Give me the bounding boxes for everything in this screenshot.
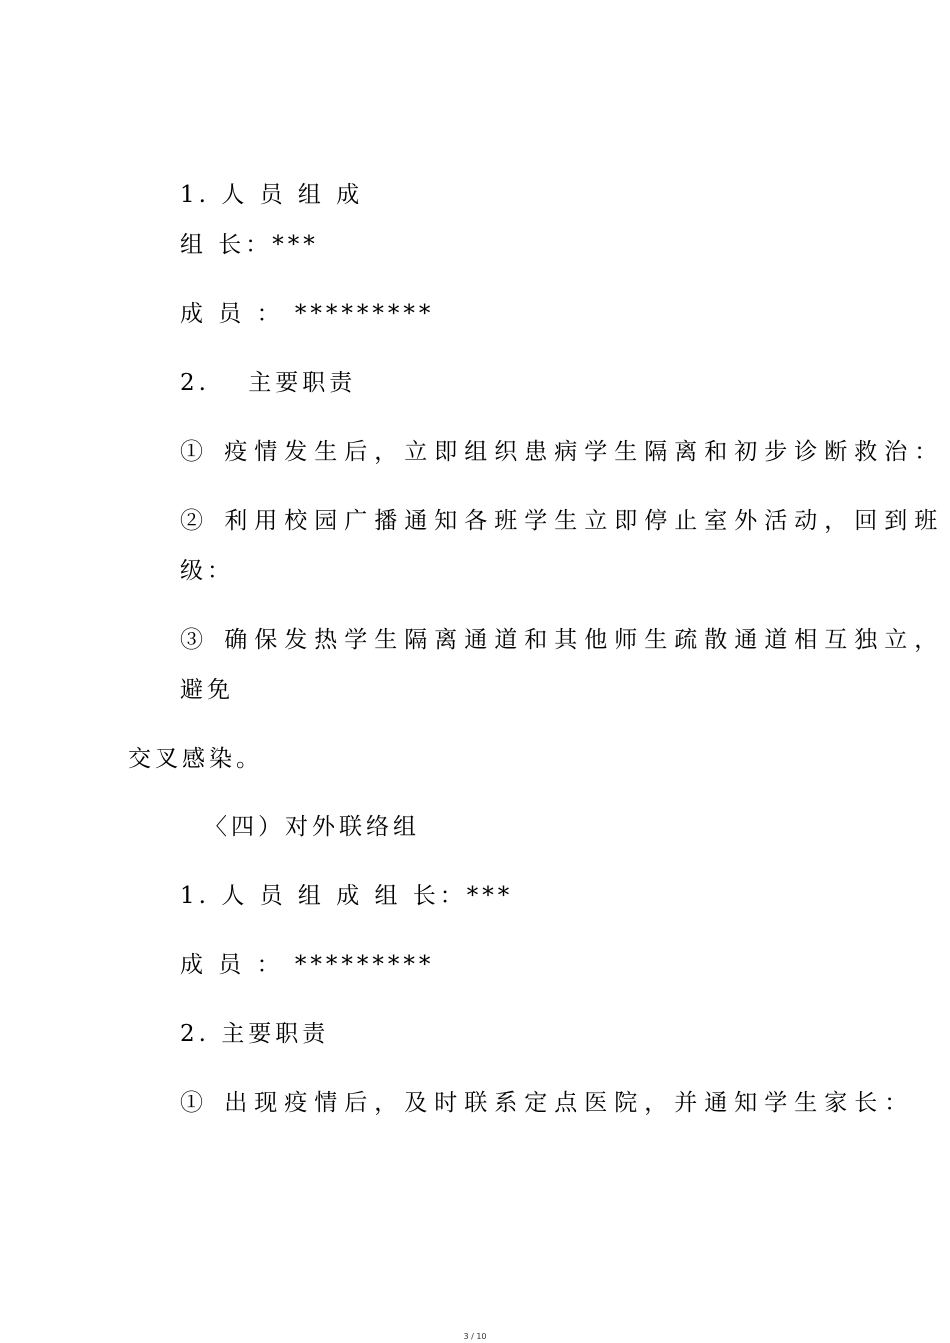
members-line: 成 员 ： ********* (180, 301, 435, 327)
duty-item-1: ① 疫情发生后，立即组织患病学生隔离和初步诊断救治： (180, 439, 945, 465)
section-item-staffing: 1. 人 员 组 成 (180, 182, 364, 208)
duty-item-3-ending: 交叉感染。 (128, 746, 263, 772)
section-item-duties: 2. 主要职责 (180, 370, 357, 396)
liaison-staffing-line: 1. 人 员 组 成 组 长：*** (180, 883, 514, 909)
duty-item-2-continued: 级： (180, 558, 234, 584)
page-number: 3 / 10 (463, 1332, 487, 1341)
duty-item-3-continued: 避免 (180, 677, 234, 703)
liaison-duties-heading: 2. 主要职责 (180, 1021, 330, 1047)
duty-item-2: ② 利用校园广播通知各班学生立即停止室外活动，回到班 (180, 508, 945, 534)
duty-item-3: ③ 确保发热学生隔离通道和其他师生疏散通道相互独立， (180, 627, 945, 653)
group-leader-line: 组 长：*** (180, 232, 319, 258)
section-heading-liaison-group: 〈四）对外联络组 (204, 814, 420, 840)
liaison-duty-item-1: ① 出现疫情后，及时联系定点医院，并通知学生家长： (180, 1090, 915, 1116)
liaison-members-line: 成 员 ： ********* (180, 952, 435, 978)
